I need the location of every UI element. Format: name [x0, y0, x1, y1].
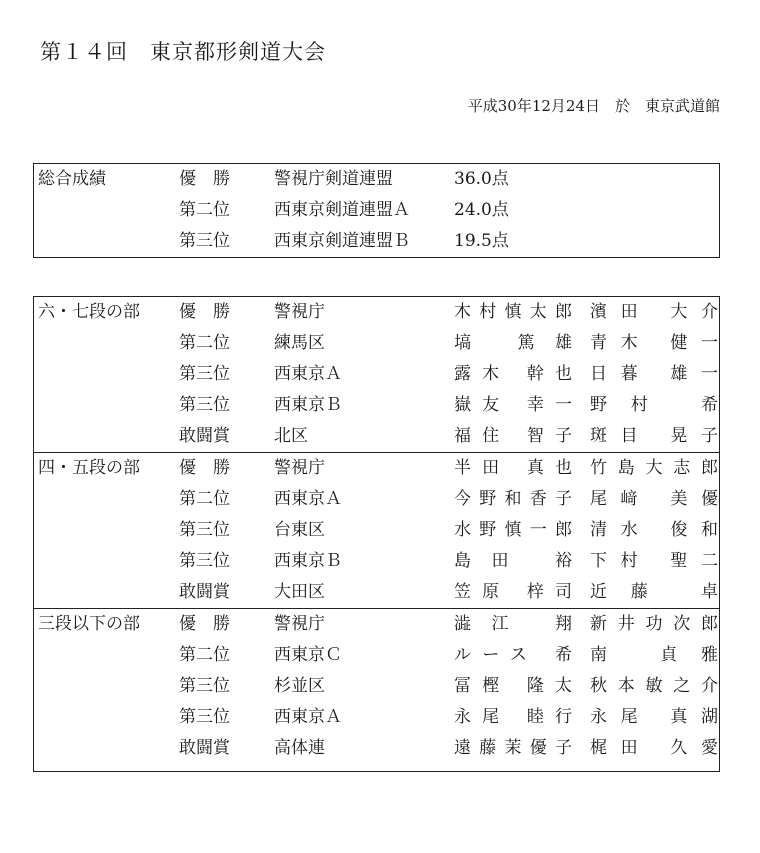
player-2: 尾﨑 美優: [590, 489, 718, 509]
table-row: [34, 609, 719, 640]
rank-label: 第二位: [179, 333, 230, 353]
team-name: 西東京剣道連盟Ｂ: [274, 231, 410, 251]
table-row: [34, 390, 719, 421]
player-1: 半田 真也: [454, 458, 572, 478]
rank-label: 第三位: [179, 364, 230, 384]
table-row: [34, 484, 719, 515]
rank-label: 敢闘賞: [179, 426, 230, 446]
player-2: 下村 聖二: [590, 551, 718, 571]
table-row: [34, 702, 719, 733]
division-group: [34, 297, 719, 453]
player-1: 福住 智子: [454, 426, 572, 446]
player-1: 露木 幹也: [454, 364, 572, 384]
division-results-table: [33, 296, 720, 772]
team-name: 北区: [274, 426, 308, 446]
player-1: 塙 篤雄: [454, 333, 572, 353]
team-name: 西東京Ｂ: [274, 395, 342, 415]
team-name: 西東京Ａ: [274, 364, 342, 384]
table-row: [34, 164, 719, 195]
rank-label: 第三位: [179, 676, 230, 696]
section-label: 総合成績: [38, 169, 106, 189]
table-row: [34, 297, 719, 328]
rank-label: 第二位: [179, 200, 230, 220]
player-2: 青木 健一: [590, 333, 718, 353]
player-2: 竹島大志郎: [590, 458, 718, 478]
player-1: 水野慎一郎: [454, 520, 572, 540]
table-row: [34, 359, 719, 390]
table-row: [34, 577, 719, 608]
player-1: 冨樫 隆太: [454, 676, 572, 696]
team-name: 高体連: [274, 738, 325, 758]
rank-label: 第二位: [179, 645, 230, 665]
player-1: 今野和香子: [454, 489, 572, 509]
division-label: 六・七段の部: [38, 302, 140, 322]
player-1: 嶽友 幸一: [454, 395, 572, 415]
page-title: 第１４回 東京都形剣道大会: [40, 40, 326, 64]
table-row: [34, 733, 719, 764]
table-row: [34, 671, 719, 702]
team-name: 西東京Ａ: [274, 489, 342, 509]
player-2: 濱田 大介: [590, 302, 718, 322]
rank-label: 第三位: [179, 551, 230, 571]
player-2: 野村 希: [590, 395, 718, 415]
player-2: 梶田 久愛: [590, 738, 718, 758]
player-1: 澁江 翔: [454, 614, 572, 634]
rank-label: 優 勝: [179, 458, 230, 478]
rank-label: 敢闘賞: [179, 582, 230, 602]
rank-label: 第三位: [179, 520, 230, 540]
score: 24.0点: [454, 200, 509, 220]
table-row: [34, 328, 719, 359]
team-name: 警視庁: [274, 458, 325, 478]
rank-label: 第二位: [179, 489, 230, 509]
player-2: 永尾 真湖: [590, 707, 718, 727]
rank-label: 第三位: [179, 707, 230, 727]
rank-label: 第三位: [179, 231, 230, 251]
overall-results-table: [33, 163, 720, 258]
player-2: 新井功次郎: [590, 614, 718, 634]
team-name: 警視庁: [274, 302, 325, 322]
team-name: 警視庁: [274, 614, 325, 634]
table-row: [34, 195, 719, 226]
rank-label: 優 勝: [179, 169, 230, 189]
team-name: 警視庁剣道連盟: [274, 169, 393, 189]
table-row: [34, 453, 719, 484]
table-row: [34, 226, 719, 257]
table-row: [34, 640, 719, 671]
team-name: 西東京Ｂ: [274, 551, 342, 571]
table-row: [34, 546, 719, 577]
rank-label: 第三位: [179, 395, 230, 415]
score: 36.0点: [454, 169, 509, 189]
player-2: 清水 俊和: [590, 520, 718, 540]
date-venue: 平成30年12月24日 於 東京武道館: [467, 97, 720, 115]
team-name: 台東区: [274, 520, 325, 540]
rank-label: 敢闘賞: [179, 738, 230, 758]
table-row: [34, 515, 719, 546]
player-2: 日暮 雄一: [590, 364, 718, 384]
team-name: 西東京Ｃ: [274, 645, 342, 665]
player-2: 秋本敏之介: [590, 676, 718, 696]
score: 19.5点: [454, 231, 509, 251]
team-name: 大田区: [274, 582, 325, 602]
division-label: 三段以下の部: [38, 614, 140, 634]
division-group: [34, 453, 719, 609]
player-1: 木村慎太郎: [454, 302, 572, 322]
table-row: [34, 421, 719, 452]
team-name: 練馬区: [274, 333, 325, 353]
division-group: [34, 609, 719, 764]
rank-label: 優 勝: [179, 614, 230, 634]
player-1: 永尾 睦行: [454, 707, 572, 727]
team-name: 西東京Ａ: [274, 707, 342, 727]
team-name: 杉並区: [274, 676, 325, 696]
player-1: 島田 裕: [454, 551, 572, 571]
player-1: 笠原 梓司: [454, 582, 572, 602]
team-name: 西東京剣道連盟Ａ: [274, 200, 410, 220]
player-2: 近藤 卓: [590, 582, 718, 602]
division-label: 四・五段の部: [38, 458, 140, 478]
player-1: 遠藤茉優子: [454, 738, 572, 758]
player-1: ルース 希: [454, 645, 572, 665]
rank-label: 優 勝: [179, 302, 230, 322]
player-2: 南 貞雅: [590, 645, 718, 665]
player-2: 斑目 晃子: [590, 426, 718, 446]
